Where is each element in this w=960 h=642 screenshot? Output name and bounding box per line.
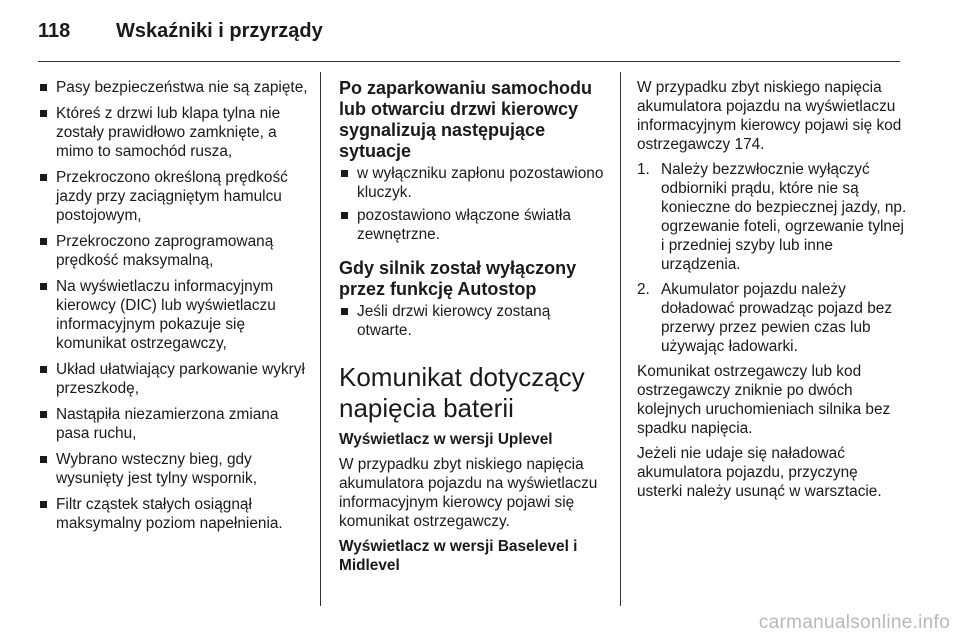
step-text: Należy bezzwłocznie wyłączyć odbiorniki prądu, które nie są konieczne do bezpiecznej jazdy, np. ogrzewanie foteli, ogrzewanie tylnej i przedniej szyby lub inne urządzenia. [661,161,907,273]
page-number: 118 [38,20,71,42]
parking-conditions-list [339,164,607,244]
list-item: Na wyświetlaczu informacyjnym kierowcy (DIC) lub wyświetlaczu informacyjnym pokazuje się komunikat ostrzegawczy, [38,277,316,353]
list-item: Przekroczono określoną prędkość jazdy przy zaciągniętym hamulcu postojowym, [38,168,316,225]
list-item [637,160,907,274]
list-item: Filtr cząstek stałych osiągnął maksymalny poziom napełnienia. [38,495,316,533]
header-rule [38,61,900,62]
step-number: 1. [637,161,650,178]
page-title: Wskaźniki i przyrządy [116,20,323,42]
column-divider-2 [620,72,621,606]
workshop-paragraph: Jeżeli nie udaje się naładować akumulatora pojazdu, przyczynę usterki należy usunąć w warsztacie. [637,445,882,500]
steps-list [637,160,907,356]
warning-disappears-paragraph: Komunikat ostrzegawczy lub kod ostrzegawczy zniknie po dwóch kolejnych uruchomieniach silnika bez spadku napięcia. [637,363,891,437]
list-item: Przekroczono zaprogramowaną prędkość maksymalną, [38,232,316,270]
autostop-section-heading: Gdy silnik został wyłączony przez funkcję Autostop [339,258,577,299]
column-1 [38,78,316,540]
baselevel-subheading: Wyświetlacz w wersji Baselevel i Midlevel [339,538,578,574]
list-item [637,280,907,356]
column-3 [637,78,907,507]
column-divider-1 [320,72,321,606]
page-header [38,20,323,43]
autostop-conditions-list [339,302,607,340]
list-item: Pasy bezpieczeństwa nie są zapięte, [38,78,316,97]
list-item: Któreś z drzwi lub klapa tylna nie zostały prawidłowo zamknięte, a mimo to samochód rusza, [38,104,316,161]
warning-conditions-list [38,78,316,533]
watermark: carmanualsonline.info [758,612,950,633]
step-text: Akumulator pojazdu należy doładować prowadząc pojazd bez przerwy przez pewien czas lub używając ładowarki. [661,281,893,355]
parking-section-heading: Po zaparkowaniu samochodu lub otwarciu drzwi kierowcy sygnalizują następujące sytuacje [339,78,593,161]
uplevel-paragraph: W przypadku zbyt niskiego napięcia akumulatora pojazdu na wyświetlaczu informacyjnym kierowcy pojawi się komunikat ostrzegawczy. [339,456,598,530]
step-number: 2. [637,281,650,298]
column-2 [339,78,607,581]
list-item: Nastąpiła niezamierzona zmiana pasa ruchu, [38,405,316,443]
list-item: pozostawiono włączone światła zewnętrzne. [339,206,607,244]
intro-paragraph: W przypadku zbyt niskiego napięcia akumulatora pojazdu na wyświetlaczu informacyjnym kierowcy pojawi się kod ostrzegawczy 174. [637,79,902,153]
list-item: Wybrano wsteczny bieg, gdy wysunięty jest tylny wspornik, [38,450,316,488]
list-item: Jeśli drzwi kierowcy zostaną otwarte. [339,302,607,340]
uplevel-subheading: Wyświetlacz w wersji Uplevel [339,431,553,448]
list-item: w wyłączniku zapłonu pozostawiono kluczyk. [339,164,607,202]
list-item: Układ ułatwiający parkowanie wykrył przeszkodę, [38,360,316,398]
battery-chapter-heading: Komunikat dotyczący napięcia baterii [339,362,585,423]
